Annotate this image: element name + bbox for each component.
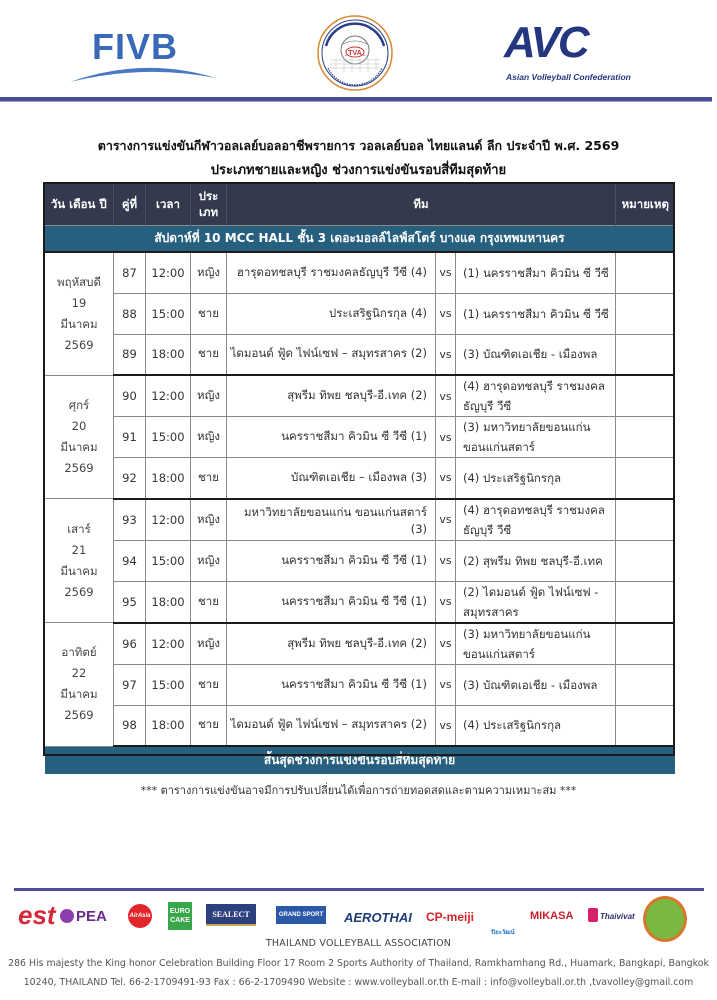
home-team: ไดมอนด์ ฟู้ด ไฟน์เซฟ – สมุทรสาคร (2) (227, 705, 436, 746)
match-category: หญิง (191, 417, 227, 458)
home-team: นครราชสีมา คิวมิน ซี วีซี (1) (227, 540, 436, 581)
match-date-cell (45, 499, 114, 623)
match-category: ชาย (191, 293, 227, 334)
versus-label: vs (436, 293, 456, 334)
match-month: มีนาคม (60, 563, 98, 578)
match-date: 22 (71, 666, 87, 681)
match-remark (616, 540, 675, 581)
sponsor-logo-cpmeiji: CP-meiji (426, 910, 475, 924)
match-number: 92 (114, 458, 146, 499)
sponsor-logo-mikasa: MIKASA (530, 910, 574, 922)
sponsor-logo-sealect: SEALECT (206, 904, 256, 926)
home-team: บัณฑิตเอเชีย – เมืองพล (3) (227, 458, 436, 499)
match-month: มีนาคม (60, 687, 98, 702)
home-team: มหาวิทยาลัยขอนแก่น ขอนแก่นสตาร์ (3) (227, 499, 436, 541)
footer-rule (14, 888, 704, 891)
away-team: (1) นครราชสีมา คิวมิน ซี วีซี (456, 252, 616, 293)
match-row (45, 334, 675, 375)
match-category: ชาย (191, 705, 227, 746)
away-team: (2) สุพรีม ทิพย ชลบุรี-อี.เทค (456, 540, 616, 581)
week-banner-row (45, 225, 675, 252)
match-number: 96 (114, 623, 146, 665)
match-category: ชาย (191, 458, 227, 499)
versus-label: vs (436, 705, 456, 746)
versus-label: vs (436, 334, 456, 375)
versus-label: vs (436, 581, 456, 623)
match-remark (616, 293, 675, 334)
match-number: 88 (114, 293, 146, 334)
match-category: หญิง (191, 375, 227, 417)
match-time: 18:00 (146, 458, 191, 499)
match-time: 18:00 (146, 705, 191, 746)
sponsor-logo-airasia: AirAsia (128, 904, 152, 928)
match-date: 21 (71, 542, 87, 557)
match-year: 2569 (64, 460, 94, 475)
address-line-1: 286 His majesty the King honor Celebration Building Floor 17 Room 2 Sports Authority of Thailand, Ramkhamhang Rd., Huamark, Bangkapi, Bangkok (8, 958, 709, 969)
avc-logo-text: AVC (504, 18, 588, 67)
match-date: 19 (71, 295, 87, 310)
match-remark (616, 664, 675, 705)
sponsor-logo-aerothai: AEROTHAI (344, 910, 412, 925)
home-team: ฮารุดอทชลบุรี ราชมงคลธัญบุรี วีซี (4) (227, 252, 436, 293)
away-team: (3) มหาวิทยาลัยขอนแก่น ขอนแก่นสตาร์ (456, 623, 616, 665)
match-time: 15:00 (146, 540, 191, 581)
match-row (45, 581, 675, 623)
away-team: (3) บัณฑิตเอเชีย - เมืองพล (456, 664, 616, 705)
match-category: หญิง (191, 252, 227, 293)
sponsor-logo-thaivivat (588, 908, 635, 922)
match-category: ชาย (191, 664, 227, 705)
match-day: พฤหัสบดี (57, 274, 101, 289)
match-time: 18:00 (146, 334, 191, 375)
match-year: 2569 (64, 337, 94, 352)
fivb-logo-text: FIVB (92, 26, 179, 67)
match-remark (616, 499, 675, 541)
away-team: (4) ฮารุดอทชลบุรี ราชมงคล ธัญบุรี วีซี (456, 375, 616, 417)
col-header-time: เวลา (146, 183, 191, 225)
versus-label: vs (436, 417, 456, 458)
sponsor-logo-est: est (18, 900, 56, 930)
sponsor-logo-piyawat: ปิยะวัฒน์ (491, 930, 515, 936)
col-header-type-line2: เภท (198, 204, 219, 219)
avc-logo (502, 18, 632, 86)
match-remark (616, 623, 675, 665)
header-rule (0, 97, 712, 102)
away-team: (1) นครราชสีมา คิวมิน ซี วีซี (456, 293, 616, 334)
match-row (45, 458, 675, 499)
match-number: 91 (114, 417, 146, 458)
document-subtitle: ประเภทชายและหญิง ช่วงการแข่งขันรอบสี่ทีมสุดท้าย (210, 163, 507, 178)
match-time: 12:00 (146, 499, 191, 541)
home-team: นครราชสีมา คิวมิน ซี วีซี (1) (227, 664, 436, 705)
document-title: ตารางการแข่งขันกีฬาวอลเลย์บอลอาชีพรายการ วอลเลย์บอล ไทยแลนด์ ลีก ประจำปี พ.ศ. 2569 (97, 138, 620, 153)
match-year: 2569 (64, 584, 94, 599)
match-row (45, 293, 675, 334)
match-day: เสาร์ (67, 521, 91, 536)
match-category: หญิง (191, 499, 227, 541)
versus-label: vs (436, 664, 456, 705)
match-remark (616, 705, 675, 746)
match-number: 89 (114, 334, 146, 375)
match-time: 18:00 (146, 581, 191, 623)
match-date-cell (45, 623, 114, 747)
home-team: สุพรีม ทิพย ชลบุรี-อี.เทค (2) (227, 375, 436, 417)
match-time: 12:00 (146, 375, 191, 417)
letterhead (0, 0, 717, 100)
match-remark (616, 375, 675, 417)
match-row (45, 252, 675, 293)
versus-label: vs (436, 623, 456, 665)
match-remark (616, 458, 675, 499)
home-team: นครราชสีมา คิวมิน ซี วีซี (1) (227, 581, 436, 623)
end-banner-row (45, 746, 675, 774)
sponsor-logo-pea (60, 908, 107, 925)
match-month: มีนาคม (60, 439, 98, 454)
col-header-remark: หมายเหตุ (616, 183, 675, 225)
away-team: (2) ไดมอนด์ ฟู้ด ไฟน์เซฟ - สมุทรสาคร (456, 581, 616, 623)
home-team: สุพรีม ทิพย ชลบุรี-อี.เทค (2) (227, 623, 436, 665)
match-category: ชาย (191, 334, 227, 375)
match-remark (616, 252, 675, 293)
sponsor-logo-pea-text: PEA (76, 908, 107, 925)
sponsor-logo-grandsport: GRAND SPORT (276, 906, 326, 924)
match-row (45, 705, 675, 746)
fivb-swoosh-icon (68, 60, 218, 84)
match-category: หญิง (191, 540, 227, 581)
col-header-type-line1: ประ (198, 188, 219, 203)
home-team: ประเสริฐนิกรกุล (4) (227, 293, 436, 334)
match-date-cell (45, 252, 114, 375)
away-team: (3) มหาวิทยาลัยขอนแก่น ขอนแก่นสตาร์ (456, 417, 616, 458)
match-remark (616, 417, 675, 458)
tva-logo (316, 14, 394, 92)
match-number: 97 (114, 664, 146, 705)
home-team: นครราชสีมา คิวมิน ซี วีซี (1) (227, 417, 436, 458)
col-header-team: ทีม (227, 183, 616, 225)
match-number: 94 (114, 540, 146, 581)
match-row (45, 664, 675, 705)
versus-label: vs (436, 540, 456, 581)
match-number: 87 (114, 252, 146, 293)
match-day: อาทิตย์ (61, 645, 97, 660)
col-header-date: วัน เดือน ปี (45, 183, 114, 225)
match-remark (616, 334, 675, 375)
match-row (45, 375, 675, 417)
schedule-table (44, 183, 675, 774)
sponsor-logo-eurocake: EURO CAKE (168, 902, 192, 930)
col-header-type (191, 183, 227, 225)
tva-logo-text: TVA (348, 50, 362, 57)
sponsor-logo-thaivivat-text: Thaivivat (600, 912, 635, 921)
versus-label: vs (436, 375, 456, 417)
match-time: 15:00 (146, 417, 191, 458)
home-team: ไดมอนด์ ฟู้ด ไฟน์เซฟ – สมุทรสาคร (2) (227, 334, 436, 375)
col-header-pair: คู่ที่ (114, 183, 146, 225)
match-row (45, 499, 675, 541)
away-team: (4) ประเสริฐนิกรกุล (456, 705, 616, 746)
sponsor-strip (18, 900, 698, 940)
match-row (45, 540, 675, 581)
match-category: ชาย (191, 581, 227, 623)
match-time: 12:00 (146, 623, 191, 665)
versus-label: vs (436, 458, 456, 499)
match-year: 2569 (64, 708, 94, 723)
match-remark (616, 581, 675, 623)
match-month: มีนาคม (60, 316, 98, 331)
versus-label: vs (436, 252, 456, 293)
association-name: THAILAND VOLLEYBALL ASSOCIATION (265, 938, 452, 949)
week-banner: สัปดาห์ที่ 10 MCC HALL ชั้น 3 เดอะมอลล์ไลฟ์สโตร์ บางแค กรุงเทพมหานคร (45, 225, 675, 252)
match-category: หญิง (191, 623, 227, 665)
match-time: 15:00 (146, 293, 191, 334)
match-number: 95 (114, 581, 146, 623)
match-date: 20 (71, 418, 87, 433)
match-number: 98 (114, 705, 146, 746)
match-number: 90 (114, 375, 146, 417)
avc-logo-subtitle: Asian Volleyball Confederation (506, 72, 631, 82)
fivb-logo (68, 22, 218, 84)
away-team: (4) ฮารุดอทชลบุรี ราชมงคล ธัญบุรี วีซี (456, 499, 616, 541)
away-team: (4) ประเสริฐนิกรกุล (456, 458, 616, 499)
match-date-cell (45, 375, 114, 499)
away-team: (3) บัณฑิตเอเชีย - เมืองพล (456, 334, 616, 375)
mascot-logo (643, 896, 687, 942)
schedule-change-note: *** ตารางการแข่งขันอาจมีการปรับเปลี่ยนได้เพื่อการถ่ายทอดสดและตามความเหมาะสม *** (140, 784, 577, 797)
match-row (45, 417, 675, 458)
match-time: 15:00 (146, 664, 191, 705)
end-banner: สิ้นสุดช่วงการแข่งขันรอบสี่ทีมสุดท้าย (45, 746, 675, 774)
table-header-row (45, 183, 675, 225)
match-row (45, 623, 675, 665)
address-line-2: 10240, THAILAND Tel. 66-2-1709491-93 Fax : 66-2-1709490 Website : www.volleyball.or.th E-mail : info@volleyball.or.th ,tvavolley@gmail.com (23, 977, 694, 988)
match-day: ศุกร์ (68, 397, 90, 412)
match-time: 12:00 (146, 252, 191, 293)
match-number: 93 (114, 499, 146, 541)
versus-label: vs (436, 499, 456, 541)
